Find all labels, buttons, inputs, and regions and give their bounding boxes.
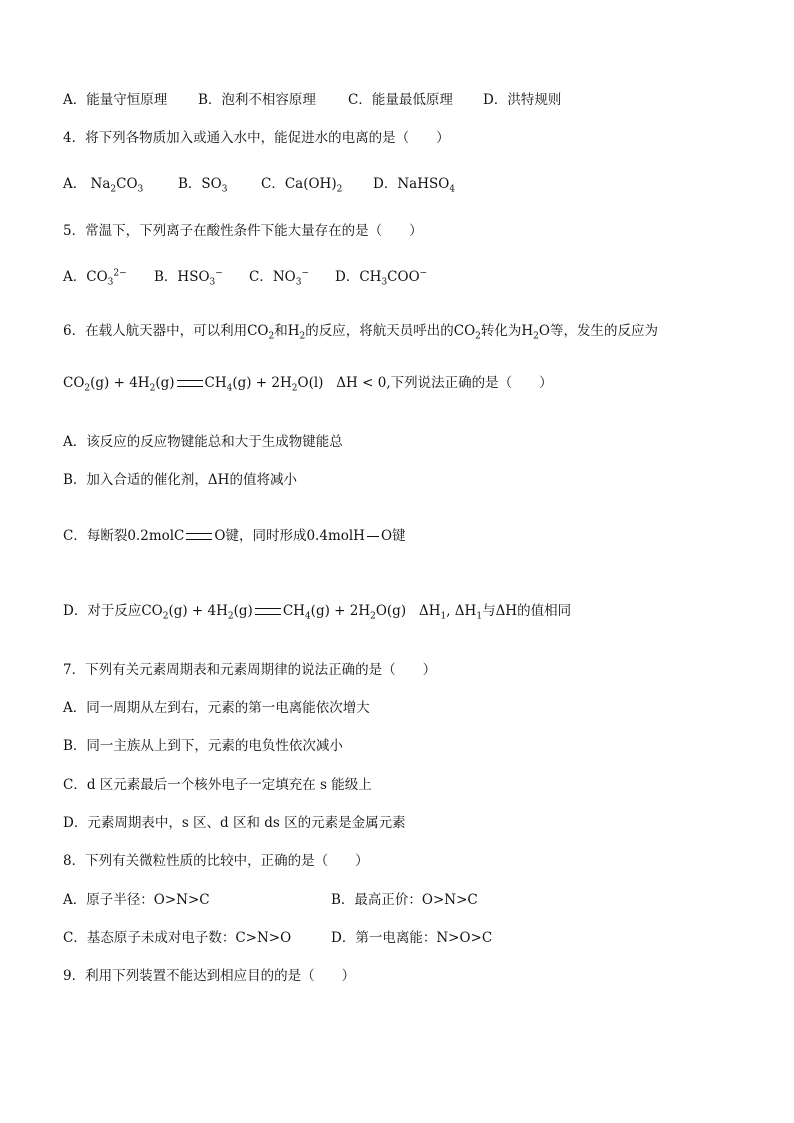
q3-option-d: D．洪特规则: [483, 92, 562, 108]
q8-option-a: A．原子半径：O>N>C: [63, 892, 210, 908]
q7-option-d: D．元素周期表中，s 区、d 区和 ds 区的元素是金属元素: [63, 815, 406, 831]
q3-option-a: A．能量守恒原理: [63, 92, 168, 108]
equals-sign: [177, 380, 203, 387]
q6-option-d: D．对于反应$CO_2(g) + 4H_2(g) CH_4(g) + 2H_2O(g)$ $\Delta H_1$, $\Delta H_1$与ΔH的值相同: [63, 603, 572, 622]
q7-option-c: C．d 区元素最后一个核外电子一定填充在 s 能级上: [63, 777, 372, 793]
q4-option-c: C．$Ca(OH)_2$: [261, 176, 343, 195]
q6-option-a: A．该反应的反应物键能总和大于生成物键能总: [63, 434, 343, 450]
equals-sign: [255, 608, 281, 615]
q7-option-a: A．同一周期从左到右，元素的第一电离能依次增大: [63, 700, 370, 716]
q4-stem: 4．将下列各物质加入或通入水中，能促进水的电离的是（ ）: [63, 130, 450, 146]
q5-option-d: D．$CH_3COO^-$: [335, 268, 428, 288]
q7-option-b: B．同一主族从上到下，元素的电负性依次减小: [63, 738, 343, 754]
q4-option-d: D．NaHSO$_4$: [373, 176, 456, 195]
q6-option-b: B．加入合适的催化剂，ΔH的值将减小: [63, 472, 297, 488]
q3-option-c: C．能量最低原理: [348, 92, 453, 108]
q5-option-c: C．$NO_3^-$: [249, 268, 310, 288]
q8-stem: 8．下列有关微粒性质的比较中，正确的是（ ）: [63, 853, 369, 869]
q6-equation-line: $CO_2(g) + 4H_2(g) CH_4(g) + 2H_2O(l) \Delta H < 0$,下列说法正确的是（ ）: [63, 375, 553, 394]
q5-option-b: B．$HSO_3^-$: [154, 268, 223, 288]
q8-option-d: D．第一电离能：N>O>C: [331, 930, 493, 946]
q8-option-c: C．基态原子未成对电子数：C>N>O: [63, 930, 292, 946]
q6-equation: $CO_2(g) + 4H_2(g) CH_4(g) + 2H_2O(l) \Delta H < 0$: [63, 375, 387, 394]
q6-option-c: C．每断裂0.2molC O键，同时形成0.4molH O键: [63, 528, 406, 544]
q8-option-b: B．最高正价：O>N>C: [331, 892, 478, 908]
q7-stem: 7．下列有关元素周期表和元素周期律的说法正确的是（ ）: [63, 662, 437, 678]
q4-option-b: B．$SO_3$: [178, 176, 228, 195]
single-bond-sign: [367, 536, 379, 537]
q5-stem: 5．常温下，下列离子在酸性条件下能大量存在的是（ ）: [63, 223, 423, 239]
q4-option-a: A． $Na_2CO_3$: [63, 176, 144, 195]
q5-option-a: A．$CO_3^{2-}$: [63, 268, 127, 288]
q6-stem: 6．在载人航天器中，可以利用$CO_2$和$H_2$的反应，将航天员呼出的$CO_2$转化为$H_2O$等，发生的反应为: [63, 323, 658, 342]
q9-stem: 9．利用下列装置不能达到相应目的的是（ ）: [63, 968, 356, 984]
double-bond-sign: [186, 533, 212, 540]
q3-option-b: B．泡利不相容原理: [198, 92, 316, 108]
